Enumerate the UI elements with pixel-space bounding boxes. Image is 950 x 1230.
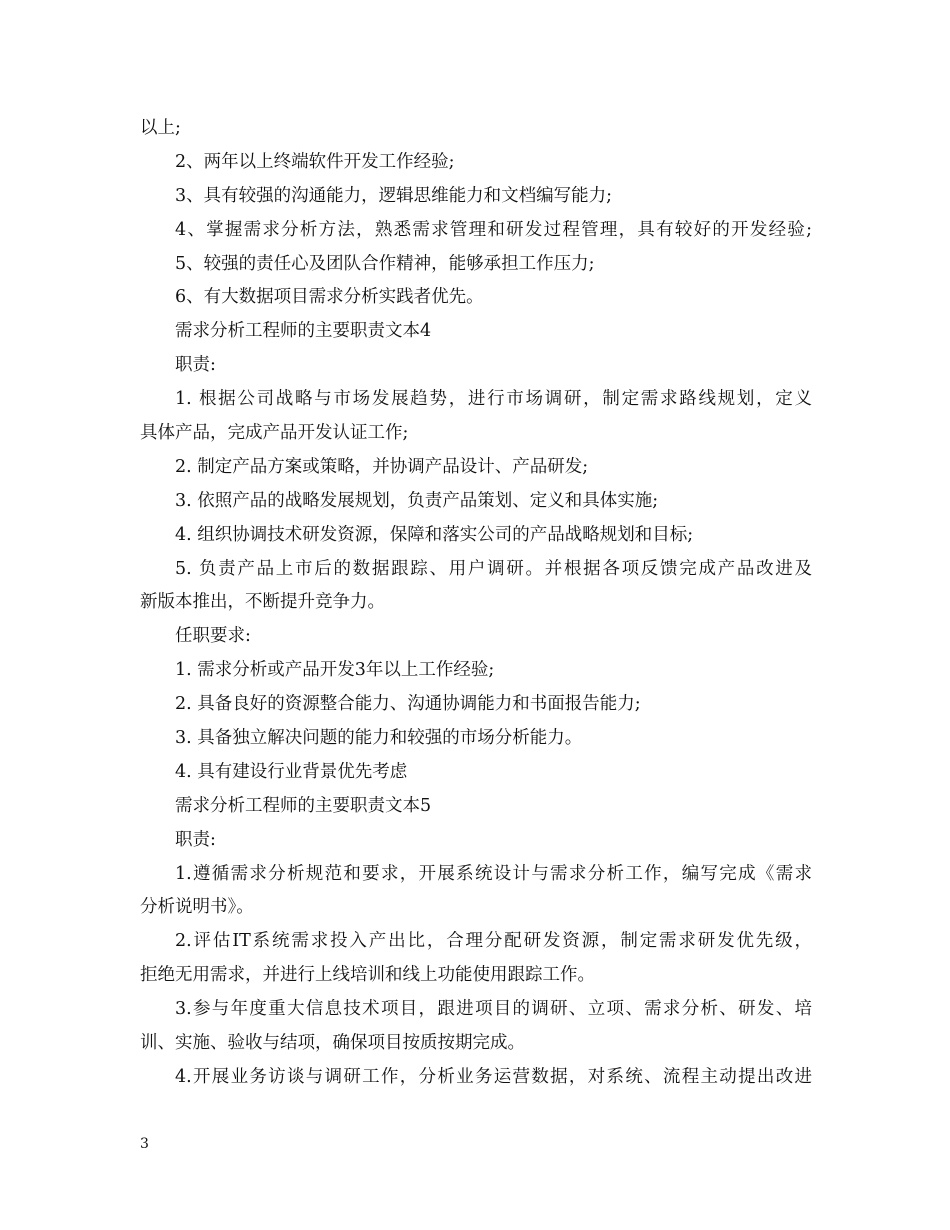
text-line: 1.遵循需求分析规范和要求，开展系统设计与需求分析工作，编写完成《需求 xyxy=(175,863,812,884)
text-line: 2. 制定产品方案或策略，并协调产品设计、产品研发; xyxy=(175,456,589,477)
text-line: 2、两年以上终端软件开发工作经验; xyxy=(175,151,455,172)
text-line: 分析说明书》。 xyxy=(140,897,254,918)
subheading: 职责: xyxy=(175,355,216,376)
text-line: 1. 根据公司战略与市场发展趋势，进行市场调研，制定需求路线规划，定义 xyxy=(175,389,812,410)
text-line: 1. 需求分析或产品开发3年以上工作经验; xyxy=(175,660,495,681)
text-line: 5. 负责产品上市后的数据跟踪、用户调研。并根据各项反馈完成产品改进及 xyxy=(175,558,812,579)
text-line: 训、实施、验收与结项，确保项目按质按期完成。 xyxy=(140,1033,525,1054)
subheading: 职责: xyxy=(175,829,216,850)
section-heading: 需求分析工程师的主要职责文本4 xyxy=(175,321,432,342)
text-line: 4. 具有建设行业背景优先考虑 xyxy=(175,761,408,782)
text-line: 拒绝无用需求，并进行上线培训和线上功能使用跟踪工作。 xyxy=(140,965,595,986)
text-line: 3. 具备独立解决问题的能力和较强的市场分析能力。 xyxy=(175,728,583,749)
text-line: 4、掌握需求分析方法，熟悉需求管理和研发过程管理，具有较好的开发经验; xyxy=(175,219,812,240)
text-line: 具体产品，完成产品开发认证工作; xyxy=(140,423,409,444)
text-line: 以上; xyxy=(140,118,181,138)
text-line: 5、较强的责任心及团队合作精神，能够承担工作压力; xyxy=(175,253,595,274)
page-number: 3 xyxy=(140,1136,149,1152)
text-line: 2. 具备良好的资源整合能力、沟通协调能力和书面报告能力; xyxy=(175,694,641,715)
text-line: 4. 组织协调技术研发资源，保障和落实公司的产品战略规划和目标; xyxy=(175,524,694,545)
text-line: 3、具有较强的沟通能力，逻辑思维能力和文档编写能力; xyxy=(175,185,613,206)
text-line: 2.评估IT系统需求投入产出比，合理分配研发资源，制定需求研发优先级， xyxy=(175,931,812,952)
text-line: 6、有大数据项目需求分析实践者优先。 xyxy=(175,287,484,308)
subheading: 任职要求: xyxy=(175,626,251,647)
section-heading: 需求分析工程师的主要职责文本5 xyxy=(175,795,432,816)
document-body xyxy=(140,112,812,1095)
text-line: 新版本推出，不断提升竞争力。 xyxy=(140,592,385,613)
text-line: 3. 依照产品的战略发展规划，负责产品策划、定义和具体实施; xyxy=(175,490,659,511)
text-line: 3.参与年度重大信息技术项目，跟进项目的调研、立项、需求分析、研发、培 xyxy=(175,999,812,1020)
text-line: 4.开展业务访谈与调研工作，分析业务运营数据，对系统、流程主动提出改进 xyxy=(175,1066,812,1087)
